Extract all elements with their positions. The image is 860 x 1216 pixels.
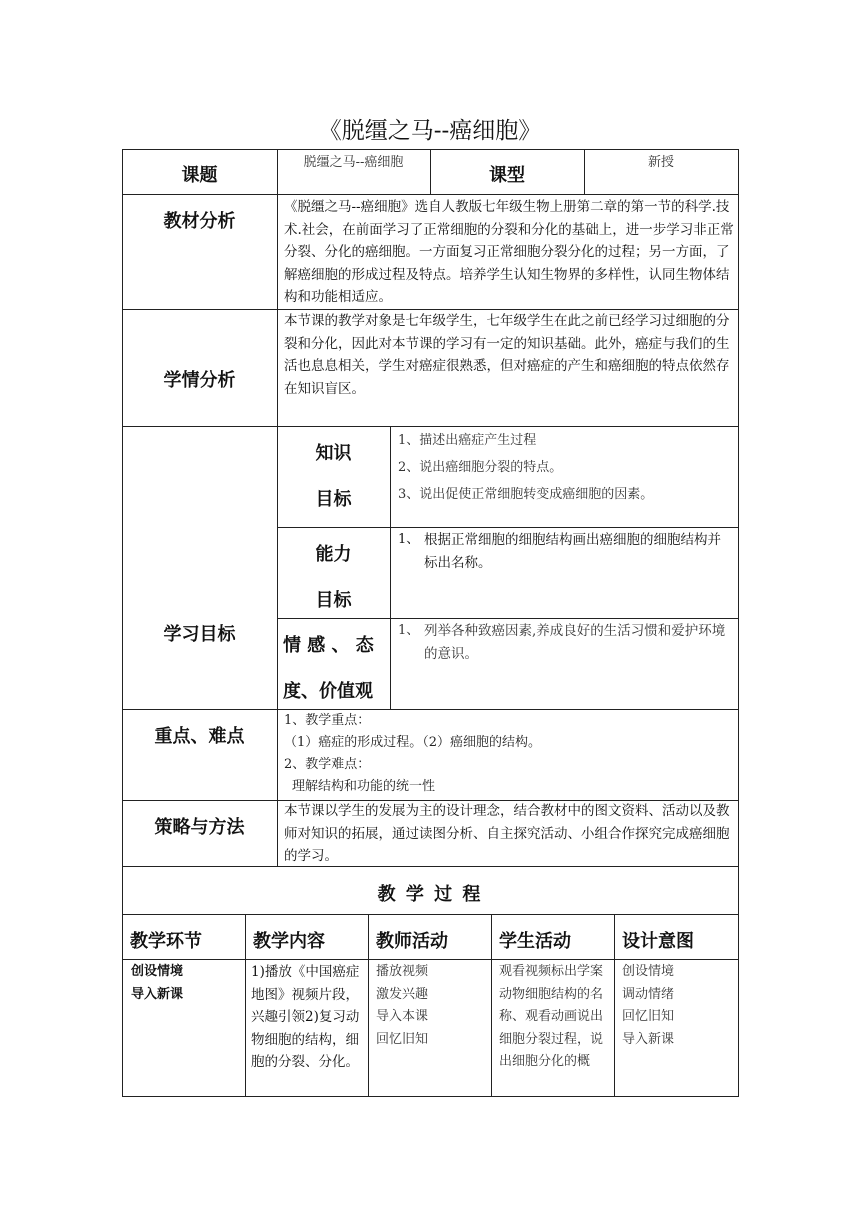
- key-point-line: 理解结构和功能的统一性: [292, 779, 436, 794]
- teacher-activity: 导入本课: [376, 1009, 429, 1024]
- knowledge-label-2: 目标: [315, 489, 352, 510]
- document-title: 《脱缰之马--癌细胞》: [318, 118, 542, 144]
- material-label: 教材分析: [163, 211, 236, 232]
- process-content: 1)播放《中国癌症地图》视频片段，兴趣引领2)复习动物细胞的结构，细胞的分裂、分化。: [251, 964, 360, 1070]
- knowledge-item: 2、说出癌细胞分裂的特点。: [398, 460, 563, 475]
- knowledge-list: [398, 427, 733, 508]
- knowledge-item: 3、说出促使正常细胞转变成癌细胞的因素。: [398, 487, 654, 502]
- process-intent: [622, 961, 734, 1051]
- emotion-text: 列举各种致癌因素,养成良好的生活习惯和爱护环境的意识。: [424, 623, 726, 662]
- ability-number: 1、: [398, 532, 420, 547]
- process-col-intent: 设计意图: [622, 931, 694, 952]
- strategy-text: 本节课以学生的发展为主的设计理念，结合教材中的图文资料、活动以及教师对知识的拓展，通过读图分析、自主探究活动、小组合作探究完成癌细胞的学习。: [284, 803, 730, 864]
- type-value: 新授: [647, 155, 674, 170]
- knowledge-item: 1、描述出癌症产生过程: [398, 433, 537, 448]
- intent-line: 调动情绪: [622, 986, 675, 1002]
- students-text: 本节课的教学对象是七年级学生，七年级学生在此之前已经学习过细胞的分裂和分化，因此对本节课的学习有一定的知识基础。此外，癌症与我们的生活也息息相关，学生对癌症很熟悉，但对癌症的产生和癌细胞的特点依然存在知识盲区。: [284, 313, 730, 397]
- key-point-line: （1）癌症的形成过程。（2）癌细胞的结构。: [284, 735, 542, 750]
- key-points-list: [284, 710, 734, 798]
- key-point-line: 2、教学难点：: [284, 757, 371, 772]
- process-col-teacher: 教师活动: [376, 931, 448, 952]
- topic-value: 脱缰之马--癌细胞: [303, 155, 404, 170]
- knowledge-label-1: 知识: [315, 443, 352, 464]
- goals-label: 学习目标: [163, 624, 236, 645]
- key-points-label: 重点、难点: [154, 726, 245, 747]
- process-col-stage: 教学环节: [130, 931, 202, 952]
- teacher-activity: 回忆旧知: [376, 1031, 429, 1047]
- type-label: 课型: [489, 165, 525, 186]
- strategy-label: 策略与方法: [154, 817, 245, 838]
- emotion-label-1: 情 感 、 态: [283, 635, 374, 656]
- process-stage-line: 导入新课: [131, 986, 184, 1002]
- teacher-activity: 激发兴趣: [376, 986, 429, 1002]
- teacher-activity: 播放视频: [376, 964, 429, 979]
- key-point-line: 1、教学重点：: [284, 713, 371, 728]
- ability-text: 根据正常细胞的细胞结构画出癌细胞的细胞结构并标出名称。: [424, 532, 721, 571]
- process-stage-line: 创设情境: [131, 964, 184, 979]
- ability-label-2: 目标: [315, 590, 352, 611]
- intent-line: 创设情境: [622, 964, 675, 979]
- process-stage: [131, 961, 241, 1006]
- intent-line: 回忆旧知: [622, 1009, 675, 1024]
- material-text: 《脱缰之马--癌细胞》选自人教版七年级生物上册第二章的第一节的科学.技术.社会，在前面学习了正常细胞的分裂和分化的基础上，进一步学习非正常分裂、分化的癌细胞。一方面复习正常细胞分裂分化的过程；另一方面，了解癌细胞的形成过程及特点。培养学生认知生物界的多样性，认同生物体结构和功能相适应。: [284, 199, 734, 305]
- process-teacher: [376, 961, 488, 1051]
- ability-label-1: 能力: [315, 544, 352, 565]
- emotion-number: 1、: [398, 623, 420, 638]
- intent-line: 导入新课: [622, 1031, 675, 1047]
- process-col-student: 学生活动: [499, 931, 571, 952]
- process-title: 教 学 过 程: [377, 884, 483, 905]
- emotion-label-2: 度、价值观: [283, 681, 373, 702]
- topic-label: 课题: [181, 165, 218, 186]
- process-col-content: 教学内容: [253, 931, 325, 952]
- students-label: 学情分析: [163, 370, 236, 391]
- process-student: 观看视频标出学案动物细胞结构的名称、观看动画说出细胞分裂过程，说出细胞分化的概: [499, 964, 604, 1069]
